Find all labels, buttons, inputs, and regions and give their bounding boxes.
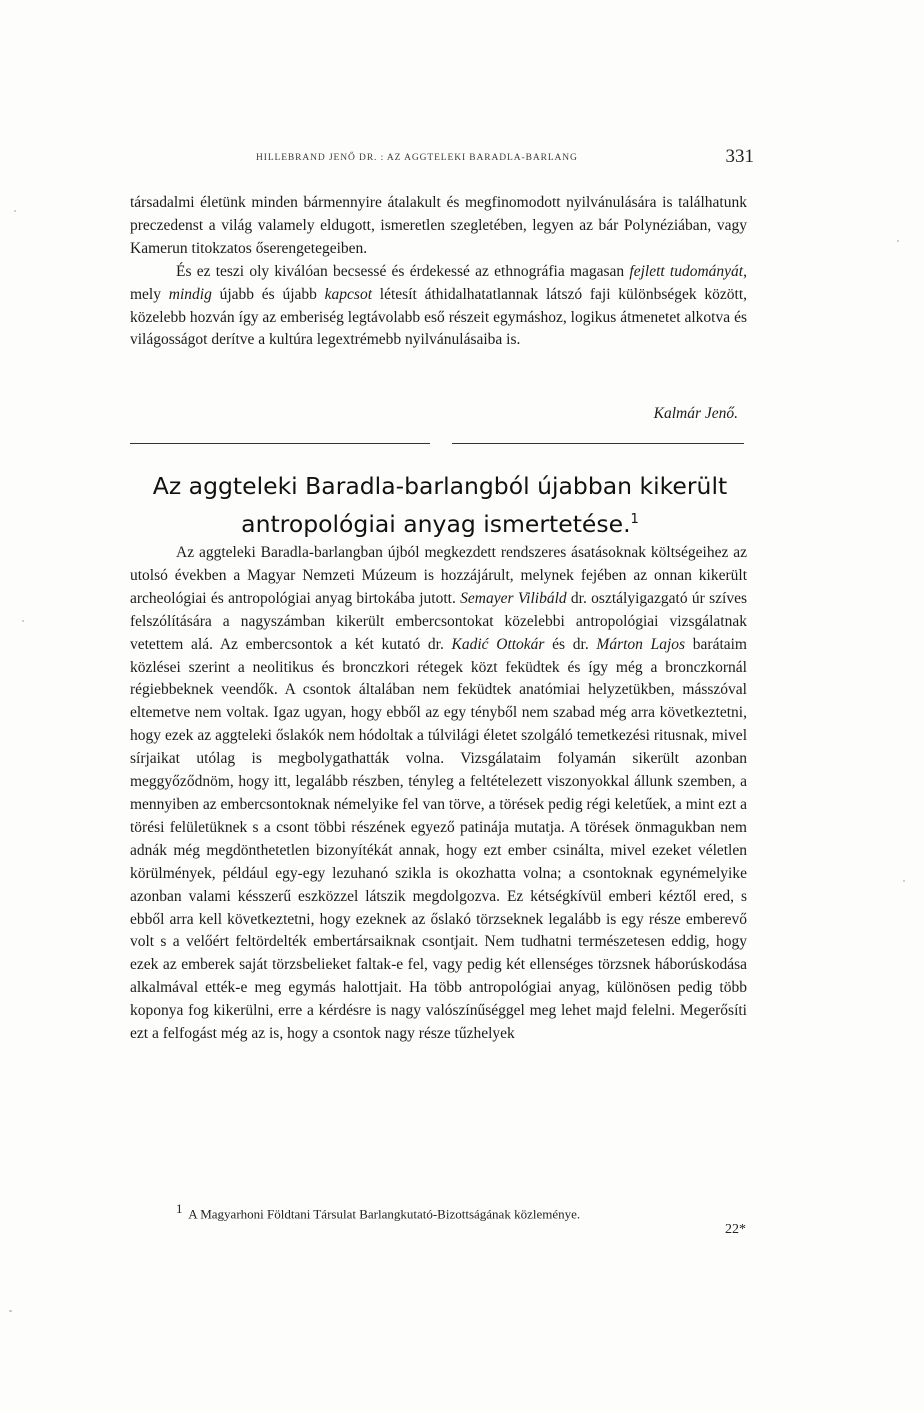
footnote-reference: 1 — [630, 512, 639, 527]
person-name: Márton Lajos — [596, 635, 686, 653]
paragraph: társadalmi életünk minden bármennyire átalakult és megfinomodott nyilvánulására is találhatunk preczedenst a világ valamely eldugott, ismeretlen szegletében, legyen az bár Polynéziában, vagy Kamerun titokzatos őserengetegeiben. — [130, 194, 747, 257]
person-name: Kadić Ottokár — [451, 635, 545, 653]
emphasis: kapcsot — [324, 285, 373, 303]
printer-signature-mark: 22* — [725, 1222, 746, 1237]
emphasis: mindig — [168, 285, 212, 303]
footnote: 1 A Magyarhoni Földtani Társulat Barlangkutató-Bizottságának közleménye. — [176, 1201, 581, 1222]
footnote-mark: 1 — [176, 1201, 183, 1216]
section-divider-right — [452, 443, 744, 444]
author-signature: Kalmár Jenő. — [653, 405, 738, 422]
article-title: Az aggteleki Baradla-barlangból újabban kikerült antropológiai anyag ismertetése.$^1$ — [152, 472, 728, 538]
emphasis: fejlett tudományát — [629, 262, 744, 280]
page-number: 331 — [725, 146, 754, 167]
previous-article-text — [130, 192, 747, 352]
paragraph: És ez teszi oly kiválóan becsessé és érdekessé az ethnográfia magasan fejlett tudományát, mely mindig újabb és újabb kapcsot létesít áthidalhatatlannak látszó faji különbségek között, közelebb hozván így az emberiség legtávolabb eső részeit egymáshoz, logikus átmenetet alkotva és világosságot derítve a kultúra legextrémebb nyilvánulásaiba is. — [130, 262, 748, 349]
running-header — [128, 146, 754, 170]
article-body — [130, 542, 747, 1046]
section-divider-left — [130, 443, 430, 444]
paragraph: Az aggteleki Baradla-barlangban újból megkezdett rendszeres ásatásoknak költségeihez az utolsó években a Magyar Nemzeti Múzeum is hozzájárult, melynek fejében az onnan kikerült archeológiai és antropológiai anyag birtokába jutott. Semayer Vilibáld dr. osztályigazgató úr szíves felszólítására a nagyszámban kikerült embercsontokat közelebbi antropológiai vizsgálatnak vetettem alá. Az embercsontok a két kutató dr. Kadić Ottokár és dr. Márton Lajos barátaim közlései szerint a neolitikus és bronczkori rétegek közt feküdtek és így még a bronczkornál régiebbeknek veendők. A csontok általában nem feküdtek anatómiai helyzetükben, másszóval eltemetve nem voltak. Igaz ugyan, hogy ebből az egy tényből nem szabad még arra következtetni, hogy ezek az aggteleki őslakók nem hódoltak a túlvilági életet szolgáló temetkezési ritusnak, mivel sírjaikat utólag is megbolygathatták volna. Vizsgálataim folyamán sikerült azonban meggyőződnöm, hogy itt, legalább részben, tényleg a feltételezett viszonyokkal állunk szemben, a mennyiben az embercsontoknak némelyike fel van törve, a törések pedig régi keletűek, a mint ezt a törési felületüknek s a csont többi részének egyező patinája mutatja. A törések önmagukban nem adnák még megdönthetetlen bizonyítékát annak, hogy ezt ember csinálta, mivel ezeket véletlen körülmények, például egy-egy lezuhanó szikla is okozhatta volna; a csontoknak egynémelyike azonban valami késszerű eszközzel látszik megdolgozva. Ez kétségkívül emberi kéztől ered, s ebből arra kell következtetni, hogy ezeknek az őslakó törzseknek legalább is egy része emberevő volt s a velőért feltördelték embertársaiknak csontjait. Nem tudhatni természetesen eddig, hogy ezek az emberek saját törzsbelieket faltak-e fel, vagy pedig két ellenséges törzsnek háborúskodása alkalmával ették-e meg egymás halottjait. Ha több antropológiai anyag, különösen pedig több koponya fog kikerülni, erre a kérdésre is nagy valószínűséggel meg lehet majd felelni. Megerősíti ezt a felfogást még az is, hogy a csontok nagy része tűzhelyek — [130, 544, 747, 1043]
running-head-title: HILLEBRAND JENŐ DR. : AZ AGGTELEKI BARADLA-BARLANG — [256, 153, 578, 163]
person-name: Semayer Vilibáld — [460, 589, 567, 607]
